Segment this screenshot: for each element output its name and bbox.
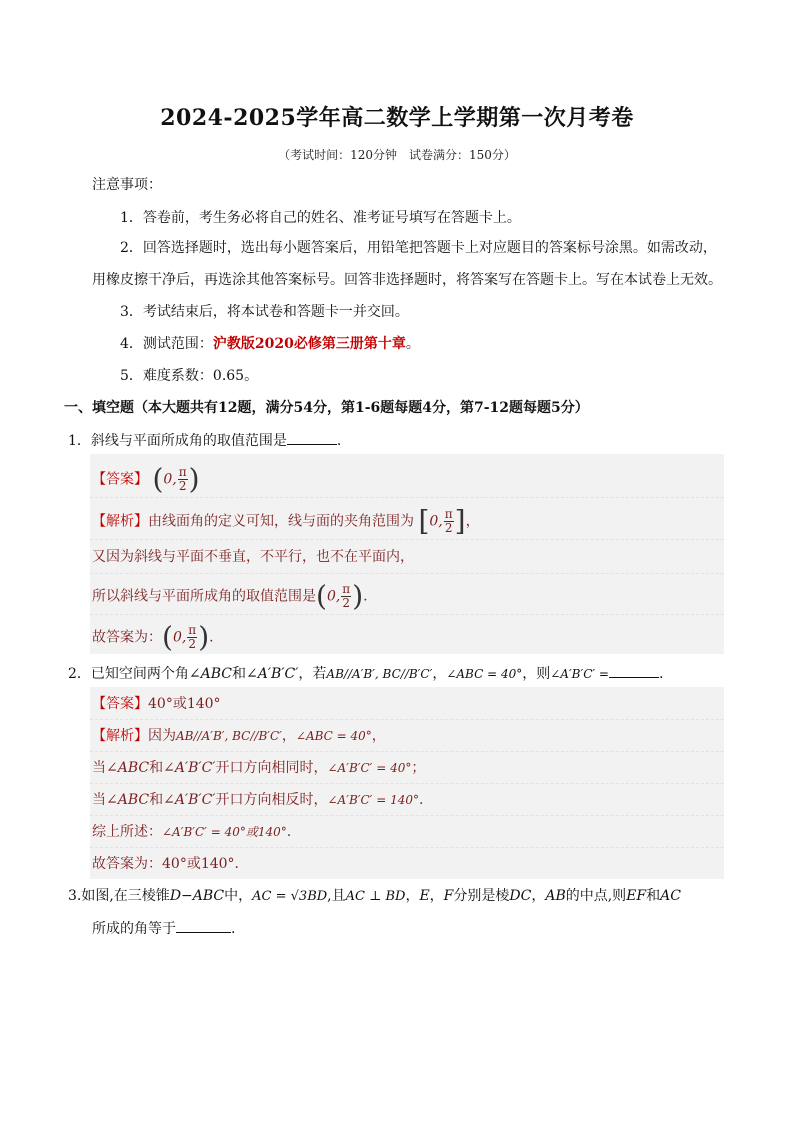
- math-equation: ∠A′B′C′ =: [550, 667, 609, 681]
- math-point: E: [419, 888, 430, 904]
- divider: [90, 497, 724, 498]
- analysis-text: 由线面角的定义可知，线与面的夹角范围为: [148, 513, 414, 530]
- analysis-text: 因为: [148, 728, 176, 744]
- math-perpendicular: AC ⊥ BD: [345, 889, 406, 904]
- math-segment: DC: [509, 888, 532, 904]
- final-answer-label: 故答案为：: [92, 856, 162, 872]
- analysis-punct: ，: [465, 513, 480, 530]
- q2-analysis-line-1: [92, 726, 386, 746]
- divider: [90, 815, 724, 816]
- math-segment: EF: [626, 888, 647, 904]
- analysis-punct: ；: [411, 760, 426, 776]
- math-zero: 0,: [326, 588, 341, 605]
- q1-stem-text: 1．斜线与平面所成角的取值范围是: [68, 433, 287, 449]
- math-zero: 0,: [163, 471, 177, 488]
- math-zero: 0,: [172, 629, 187, 646]
- math-equation: ∠ABC = 40°: [295, 729, 372, 743]
- q3-period: .: [231, 921, 236, 937]
- answer-blank: [287, 430, 337, 445]
- notice-item-2a: 2．回答选择题时，选出每小题答案后，用铅笔把答题卡上对应题目的答案标号涂黑。如需改动，: [120, 240, 717, 256]
- q2-analysis-line-2: [92, 758, 425, 778]
- math-equation: ∠A′B′C′ = 40°或140°: [162, 825, 287, 839]
- math-segment: AC: [660, 888, 681, 904]
- numerator: π: [444, 507, 453, 521]
- denominator: 2: [188, 637, 197, 651]
- denominator: 2: [444, 521, 453, 535]
- divider: [90, 719, 724, 720]
- paren-right: ): [188, 462, 200, 496]
- numerator: π: [342, 582, 351, 596]
- q1-analysis-line-4: [92, 620, 214, 654]
- answer-tag: 【答案】: [92, 471, 148, 488]
- notice-item-1: 1．答卷前，考生务必将自己的姓名、准考证号填写在答题卡上。: [120, 210, 521, 226]
- q3-punct: ，: [429, 888, 444, 904]
- fraction-pi-over-2: [444, 508, 454, 535]
- denominator: 2: [178, 479, 187, 493]
- q2-answer: [92, 694, 221, 714]
- numerator: π: [178, 465, 187, 479]
- q2-text: 和: [232, 666, 247, 682]
- q2-period: .: [658, 666, 664, 682]
- q3-text: 3.如图,在三棱锥: [68, 888, 170, 904]
- divider: [90, 614, 724, 615]
- q2-text: ，: [432, 666, 447, 682]
- analysis-text: 所以斜线与平面所成角的取值范围是: [92, 588, 316, 605]
- q2-analysis-line-4: [92, 822, 291, 842]
- analysis-tag: 【解析】: [92, 728, 148, 744]
- math-angle: ∠ABC: [106, 792, 150, 808]
- q2-analysis-line-3: [92, 790, 423, 810]
- analysis-text: 和: [149, 792, 164, 808]
- paren-left: (: [162, 620, 173, 654]
- notice-item-4-suffix: 。: [405, 336, 420, 352]
- bracket-left: [: [418, 504, 430, 538]
- notice-item-2b: 用橡皮擦干净后，再选涂其他答案标号。回答非选择题时，将答案写在答题卡上。写在本试卷上无效。: [92, 272, 722, 288]
- divider: [90, 847, 724, 848]
- exam-subtitle: （考试时间：120分钟 试卷满分：150分）: [278, 148, 516, 162]
- analysis-text: 开口方向相反时，: [215, 792, 328, 808]
- denominator: 2: [342, 596, 351, 610]
- analysis-text: 当: [92, 760, 106, 776]
- analysis-punct: ，: [281, 728, 296, 744]
- q1-analysis-line-1: [92, 504, 480, 538]
- q1-analysis-line-3: [92, 579, 368, 613]
- q3-text: 所成的角等于: [92, 921, 176, 937]
- page-title: 2024-2025学年高二数学上学期第一次月考卷: [160, 105, 634, 131]
- final-answer-value: 40°或140°: [162, 856, 235, 872]
- fraction-pi-over-2: [178, 466, 188, 493]
- math-angle: ∠ABC: [188, 666, 233, 682]
- notice-item-4: [120, 334, 420, 354]
- section-1-heading: 一、填空题（本大题共有12题，满分54分，第1-6题每题4分，第7-12题每题5分）: [64, 400, 589, 416]
- fraction-pi-over-2: [341, 583, 351, 610]
- math-equation: AC = √3BD: [252, 889, 328, 904]
- math-angle: ∠A′B′C′: [163, 792, 216, 808]
- analysis-tag: 【解析】: [92, 513, 148, 530]
- analysis-punct: ，: [371, 728, 386, 744]
- q1-period: .: [336, 433, 342, 449]
- divider: [90, 783, 724, 784]
- notice-item-5: 5．难度系数：0.65。: [120, 368, 259, 384]
- math-pyramid: D−ABC: [169, 888, 225, 904]
- answer-blank: [176, 918, 231, 933]
- notice-item-3: 3．考试结束后，将本试卷和答题卡一并交回。: [120, 304, 409, 320]
- math-equation: ∠ABC = 40°: [446, 667, 523, 681]
- divider: [90, 751, 724, 752]
- question-1-stem: [68, 430, 341, 451]
- question-3-stem-line-1: [68, 886, 681, 907]
- analysis-text: 和: [149, 760, 164, 776]
- q3-text: 分别是棱: [453, 888, 510, 904]
- analysis-text: 当: [92, 792, 106, 808]
- q3-text: 中，: [224, 888, 253, 904]
- divider: [90, 539, 724, 540]
- math-angle: ∠A′B′C′: [163, 760, 216, 776]
- bracket-right: ]: [454, 504, 466, 538]
- final-answer-label: 故答案为：: [92, 629, 162, 646]
- q1-answer: [92, 462, 200, 496]
- math-segment: AB: [545, 888, 566, 904]
- analysis-text: 开口方向相同时，: [215, 760, 328, 776]
- answer-value: 40°或140°: [148, 696, 221, 712]
- q3-punct: ，: [405, 888, 420, 904]
- period: .: [363, 588, 368, 605]
- q1-analysis-line-2: 又因为斜线与平面不垂直，不平行，也不在平面内，: [92, 549, 414, 565]
- math-zero: 0,: [429, 513, 443, 530]
- math-equation: ∠A′B′C′ = 40°: [327, 761, 412, 775]
- period: .: [286, 824, 292, 840]
- paren-right: ): [352, 579, 364, 613]
- notice-item-4-prefix: 4．测试范围：: [120, 336, 213, 352]
- q3-punct: ，: [531, 888, 546, 904]
- paren-left: (: [316, 579, 327, 613]
- fraction-pi-over-2: [187, 624, 197, 651]
- q3-text: ,且: [327, 888, 346, 904]
- q2-text: 2．已知空间两个角: [68, 666, 189, 682]
- question-2-stem: [68, 663, 663, 684]
- paren-left: (: [152, 462, 164, 496]
- paren-right: ): [198, 620, 210, 654]
- q3-text: 的中点,则: [565, 888, 627, 904]
- math-angle: ∠A′B′C′: [246, 666, 299, 682]
- period: .: [209, 629, 214, 646]
- math-equation: ∠A′B′C′ = 140°: [327, 793, 419, 807]
- math-parallel: AB//A′B′, BC//B′C′: [176, 729, 282, 743]
- period: .: [418, 792, 424, 808]
- test-scope: 沪教版2020必修第三册第十章: [212, 336, 406, 352]
- q2-text: ，则: [522, 666, 551, 682]
- answer-tag: 【答案】: [92, 696, 148, 712]
- analysis-text: 综上所述：: [92, 824, 162, 840]
- divider: [90, 573, 724, 574]
- question-3-stem-line-2: [92, 918, 235, 939]
- answer-blank: [609, 663, 659, 678]
- math-parallel: AB//A′B′, BC//B′C′: [326, 667, 433, 681]
- notice-heading: 注意事项：: [92, 177, 162, 193]
- math-point: F: [443, 888, 454, 904]
- q3-text: 和: [646, 888, 661, 904]
- q2-analysis-line-5: [92, 854, 239, 874]
- period: .: [234, 856, 239, 872]
- numerator: π: [188, 623, 197, 637]
- math-angle: ∠ABC: [106, 760, 150, 776]
- q2-text: ，若: [298, 666, 327, 682]
